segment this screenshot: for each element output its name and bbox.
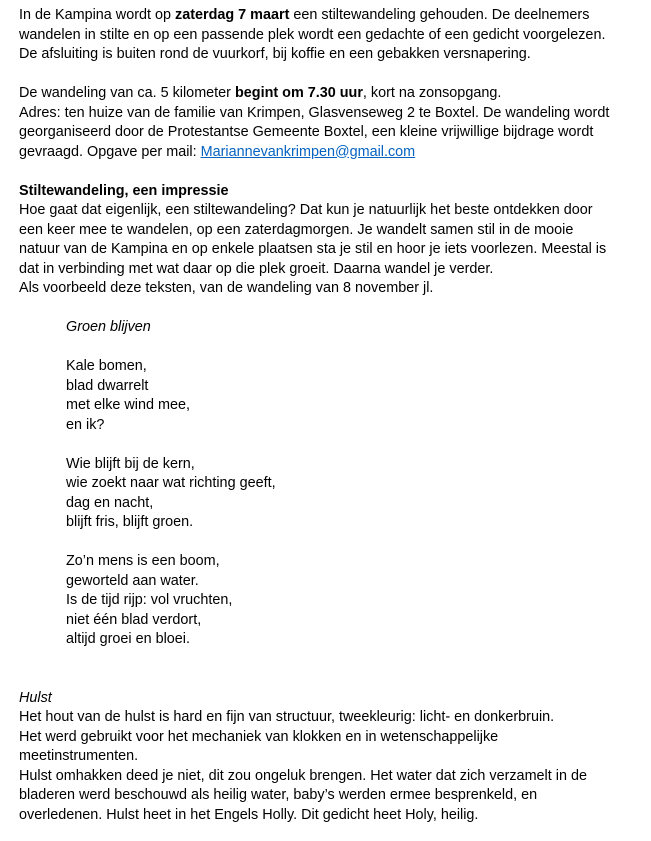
intro-text-c: een stiltewandeling gehouden. De deelnemers (289, 7, 590, 23)
intro-paragraph (19, 6, 631, 65)
details-line-4 (19, 143, 631, 163)
impressie-line: een keer mee te wandelen, op een zaterdagmorgen. Je wandelt samen stil in de mooie (19, 221, 574, 238)
hulst-line: Het hout van de hulst is hard en fijn van structuur, tweekleurig: licht- en donkerbruin. (19, 709, 555, 725)
intro-line-1 (19, 6, 631, 26)
poem-line: Is de tijd rijp: vol vruchten, (66, 592, 233, 608)
details-text-a: De wandeling van ca. 5 kilometer (19, 85, 235, 101)
details-line-1 (19, 84, 631, 104)
poem-line: geworteld aan water. (66, 572, 199, 589)
poem-line: Wie blijft bij de kern, (66, 455, 195, 472)
hulst-title: Hulst (19, 689, 52, 706)
poem-line: niet één blad verdort, (66, 611, 202, 628)
impressie-line: natuur van de Kampina en op enkele plaatsen sta je stil en hoor je iets voorlezen. Meestal is (19, 241, 607, 257)
email-link[interactable]: Mariannevankrimpen@gmail.com (200, 143, 416, 160)
poem-line: blad dwarrelt (66, 377, 149, 394)
hulst-line: bladeren werd beschouwd als heilig water, baby’s werden ermee besprenkeld, en (19, 787, 538, 803)
impressie-line: Als voorbeeld deze teksten, van de wandeling van 8 november jl. (19, 280, 434, 296)
hulst-line: meetinstrumenten. (19, 748, 139, 764)
details-text-signup: gevraagd. Opgave per mail: (19, 143, 201, 160)
details-text-c: , kort na zonsopgang. (362, 85, 502, 101)
poem-line: met elke wind mee, (66, 397, 190, 413)
poem-line: en ik? (66, 416, 105, 433)
hulst-line: overledenen. Hulst heet in het Engels Holly. Dit gedicht heet Holy, heilig. (19, 806, 479, 823)
hulst-line: Hulst omhakken deed je niet, dit zou ongeluk brengen. Het water dat zich verzamelt in de (19, 767, 587, 784)
intro-line-3: De afsluiting is buiten rond de vuurkorf, bij koffie en een gebakken versnapering. (19, 46, 531, 62)
hulst-section (19, 689, 631, 826)
poem-line: wie zoekt naar wat richting geeft, (66, 475, 276, 491)
hulst-line: Het werd gebruikt voor het mechaniek van klokken en in wetenschappelijke (19, 728, 499, 745)
poem-line: Zo’n mens is een boom, (66, 553, 220, 569)
details-line-2: Adres: ten huize van de familie van Krimpen, Glasvenseweg 2 te Boxtel. De wandeling wordt (19, 104, 610, 121)
poem-line: dag en nacht, (66, 494, 154, 511)
impressie-section (19, 182, 631, 299)
poem-line: blijft fris, blijft groen. (66, 514, 194, 530)
impressie-line: dat in verbinding met wat daar op die plek groeit. Daarna wandel je verder. (19, 260, 494, 277)
details-start-time: begint om 7.30 uur (234, 85, 363, 101)
intro-text-a: In de Kampina wordt op (19, 7, 175, 23)
poem-title: Groen blijven (66, 319, 151, 335)
impressie-line: Hoe gaat dat eigenlijk, een stiltewandeling? Dat kun je natuurlijk het beste ontdekken door (19, 202, 593, 218)
details-paragraph (19, 84, 631, 162)
poem (19, 318, 631, 650)
intro-line-2: wandelen in stilte en op een passende plek wordt een gedachte of een gedicht voorgelezen. (19, 26, 606, 43)
intro-date: zaterdag 7 maart (175, 7, 290, 23)
section-title: Stiltewandeling, een impressie (19, 182, 229, 199)
poem-line: Kale bomen, (66, 358, 147, 374)
poem-line: altijd groei en bloei. (66, 631, 190, 647)
details-line-3: georganiseerd door de Protestantse Gemeente Boxtel, een kleine vrijwillige bijdrage wordt (19, 124, 594, 140)
